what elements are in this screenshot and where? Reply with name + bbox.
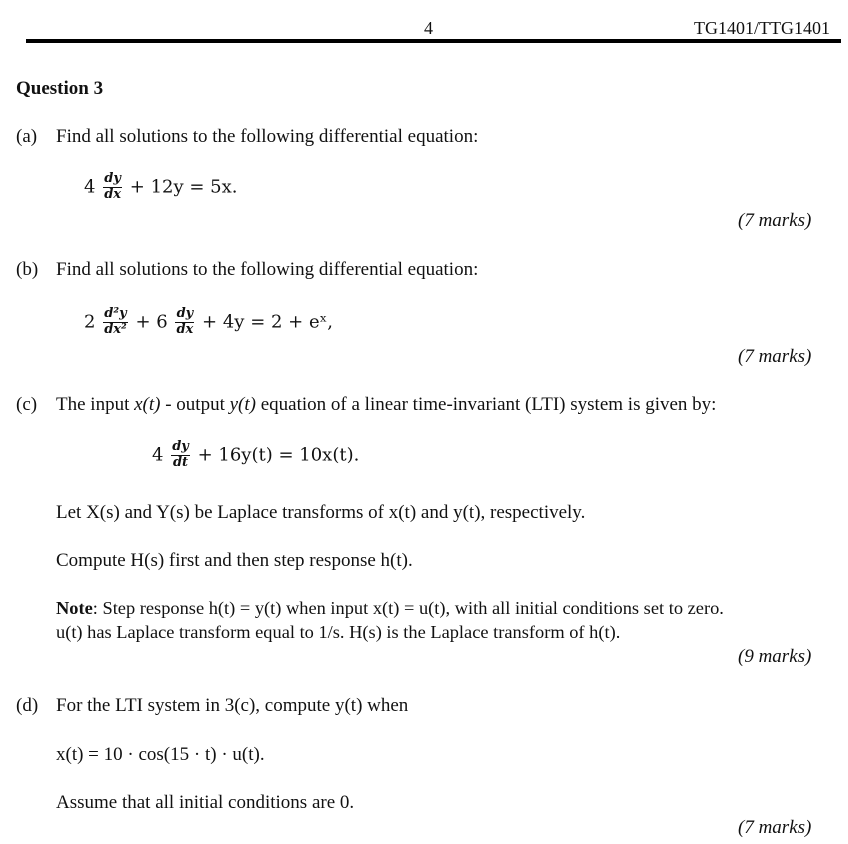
part-a-marks: (7 marks) <box>738 210 812 231</box>
part-c-note-line1 <box>56 598 724 619</box>
part-c-fraction <box>171 440 190 471</box>
part-d-marks: (7 marks) <box>738 817 812 838</box>
part-b-coef: 2 <box>84 311 96 333</box>
part-c-intro <box>56 394 716 416</box>
part-d-assume: Assume that all initial conditions are 0. <box>56 792 355 813</box>
part-d-text: For the LTI system in 3(c), compute y(t) when <box>56 695 409 716</box>
part-d-equation: x(t) = 10 · cos(15 · t) · u(t). <box>56 744 265 765</box>
part-b-frac2-den: dx <box>176 321 194 337</box>
part-a-text: Find all solutions to the following differential equation: <box>56 126 479 147</box>
part-b-marks: (7 marks) <box>738 346 812 367</box>
part-c-label: (c) <box>16 394 38 415</box>
part-b-eq-mid: + 6 <box>135 311 168 333</box>
part-c-note-label: Note <box>56 598 93 618</box>
part-b-eq-rest: + 4y = 2 + eˣ, <box>202 311 333 333</box>
part-b-frac1-num: d²y <box>104 306 127 321</box>
part-b-fraction-1 <box>103 307 128 338</box>
part-b-fraction-2 <box>175 307 194 338</box>
part-c-marks: (9 marks) <box>738 646 812 667</box>
page-number: 4 <box>424 18 433 38</box>
part-b-text: Find all solutions to the following differential equation: <box>56 259 479 280</box>
course-code: TG1401/TTG1401 <box>694 18 830 38</box>
part-c-eq-rest: + 16y(t) = 10x(t). <box>197 444 360 466</box>
part-a-fraction <box>103 172 122 203</box>
part-c-note-line2: u(t) has Laplace transform equal to 1/s. H(s) is the Laplace transform of h(t). <box>56 622 621 642</box>
part-c-coef: 4 <box>152 444 164 466</box>
part-b-frac1-den: dx² <box>104 321 127 337</box>
question-title: Question 3 <box>16 78 104 99</box>
part-c-text3: equation of a linear time-invariant (LTI) system is given by: <box>256 394 717 415</box>
part-c-note-text1: : Step response h(t) = y(t) when input x(t) = u(t), with all initial conditions set to zero. <box>92 598 724 618</box>
part-b-frac2-num: dy <box>176 306 194 321</box>
part-c-equation <box>152 440 359 471</box>
header-rule <box>26 39 841 43</box>
part-c-text2: - output <box>160 394 230 415</box>
part-d-label: (d) <box>16 695 39 716</box>
part-c-text-x: x(t) <box>134 394 161 415</box>
part-c-text-y: y(t) <box>229 394 256 415</box>
part-c-frac-den: dt <box>172 454 189 470</box>
part-a-equation <box>84 172 238 203</box>
part-b-label: (b) <box>16 259 39 280</box>
part-a-eq-rest: + 12y = 5x. <box>129 176 238 198</box>
part-c-line2: Let X(s) and Y(s) be Laplace transforms of x(t) and y(t), respectively. <box>56 502 586 523</box>
part-a-frac-num: dy <box>104 171 121 186</box>
part-c-line3: Compute H(s) first and then step response h(t). <box>56 550 413 571</box>
part-b-equation <box>84 307 333 338</box>
part-a-coef: 4 <box>84 176 96 198</box>
part-c-text1: The input <box>56 394 135 415</box>
part-a-frac-den: dx <box>104 186 122 202</box>
part-c-frac-num: dy <box>172 439 189 454</box>
part-a-label: (a) <box>16 126 38 147</box>
